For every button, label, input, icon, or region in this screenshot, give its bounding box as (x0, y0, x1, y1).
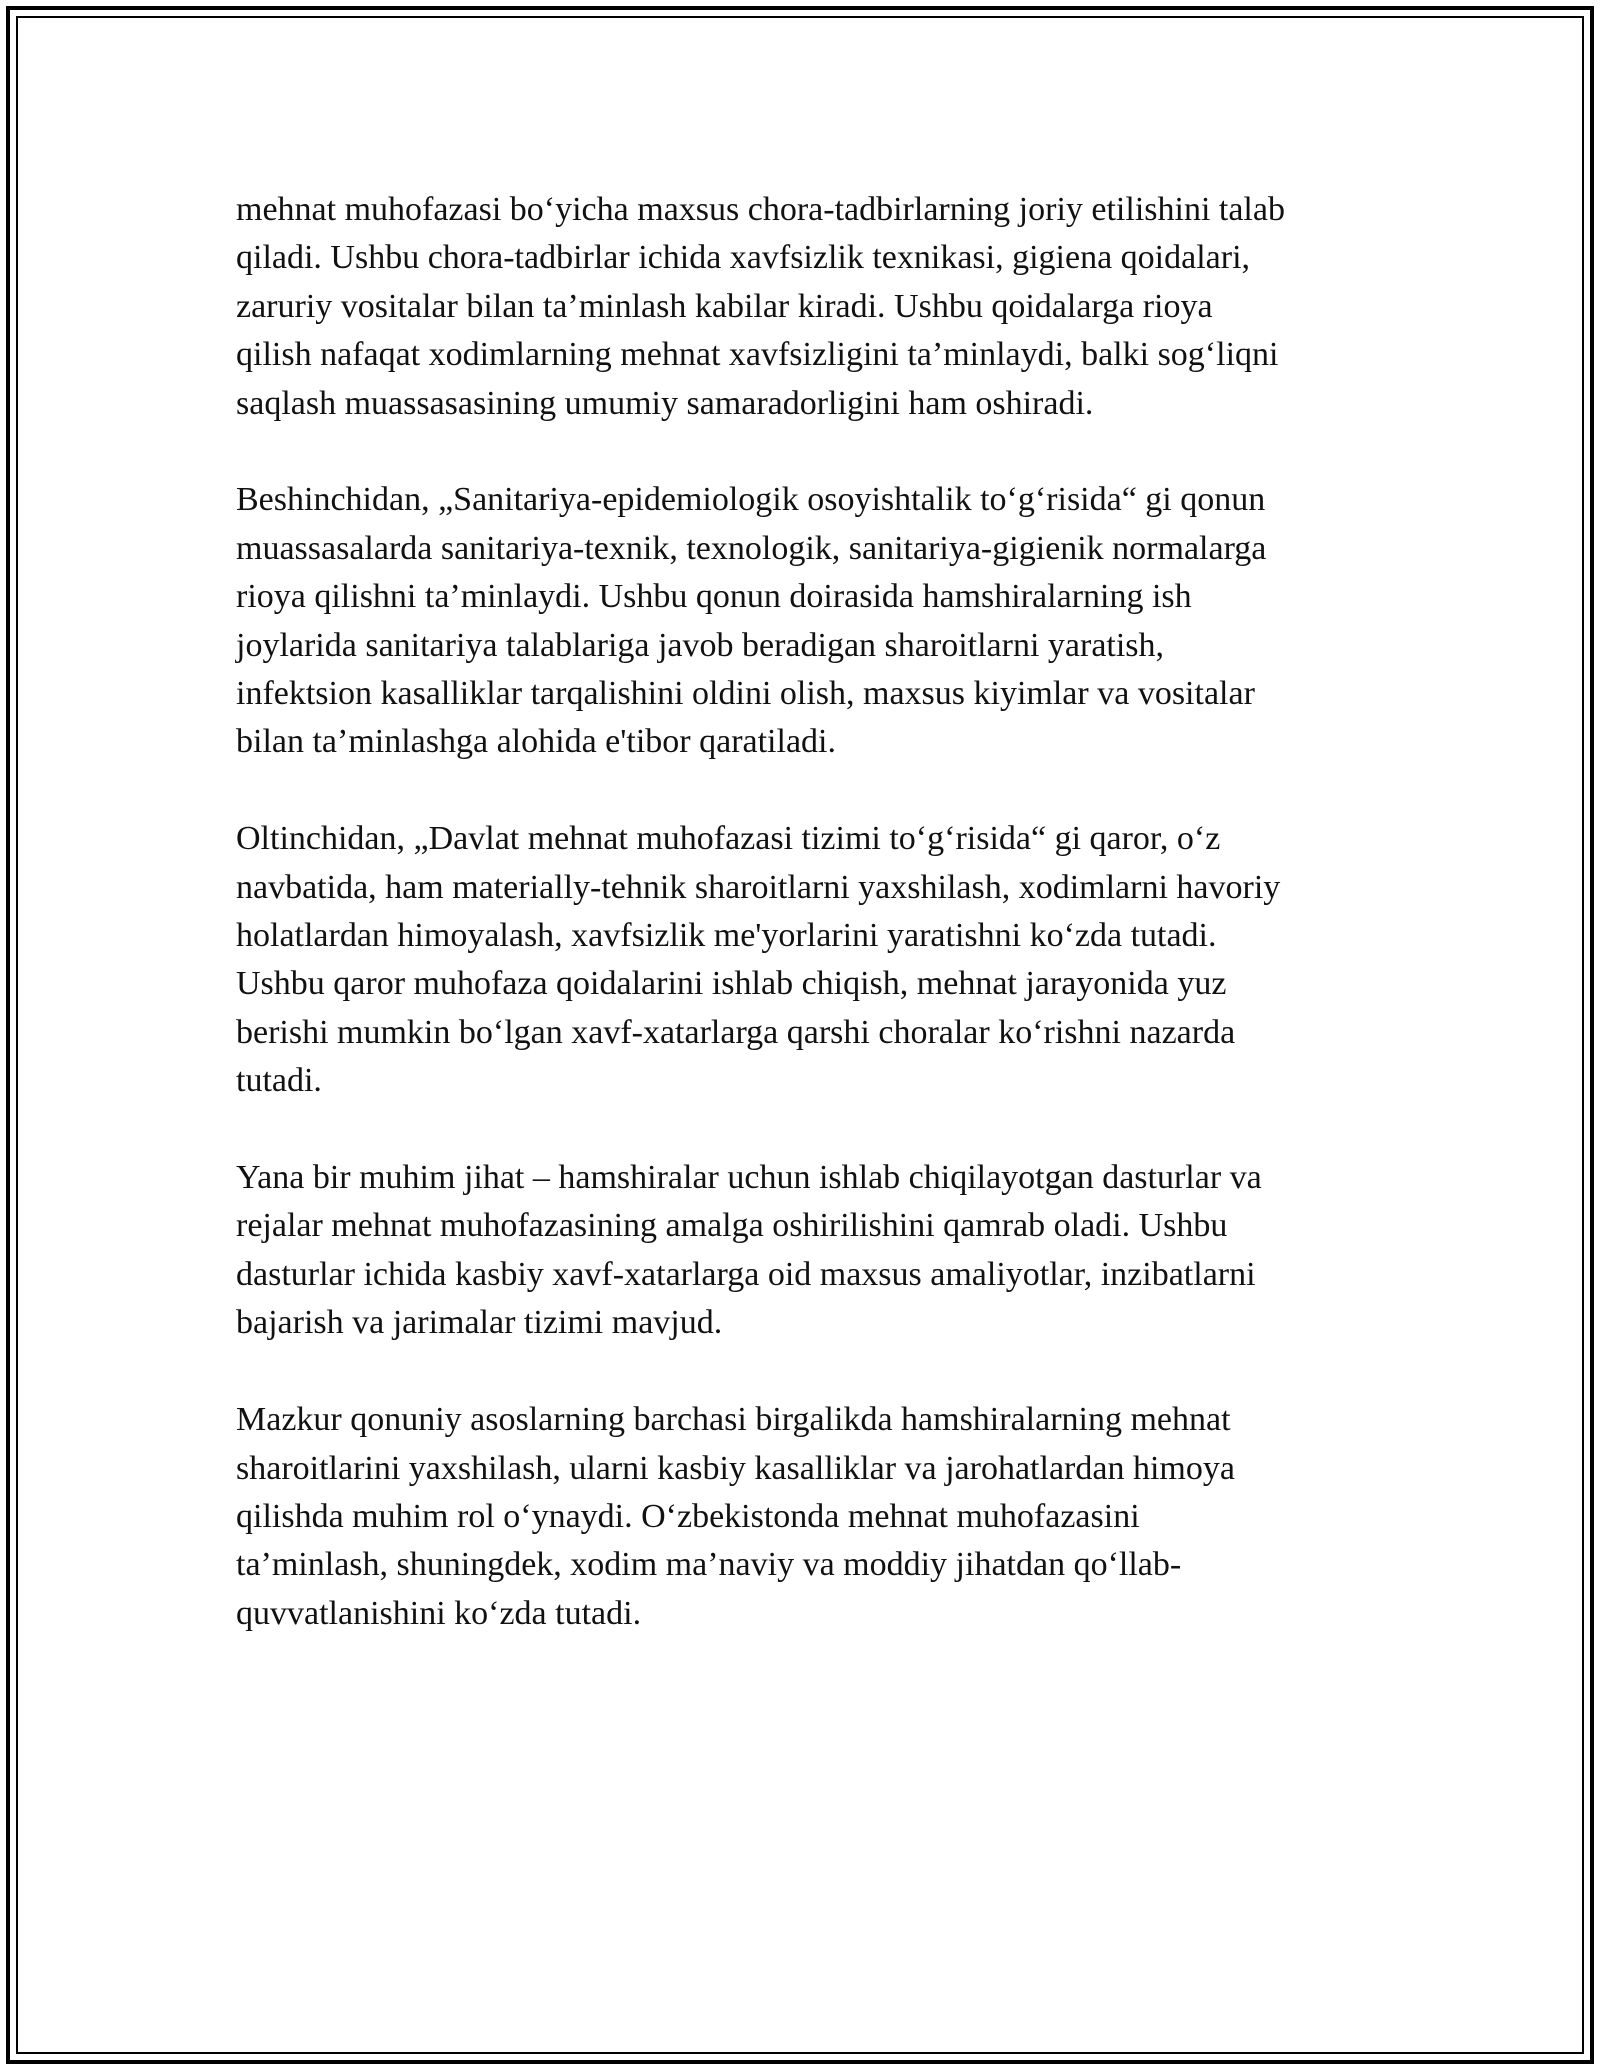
text-line: joylarida sanitariya talablariga javob beradigan sharoitlarni yaratish, (236, 626, 1165, 664)
text-line: mehnat muhofazasi bo‘yicha maxsus chora-tadbirlarning joriy etilishini talab (236, 191, 1285, 228)
paragraph-3 (236, 815, 1376, 1105)
text-line: zaruriy vositalar bilan ta’minlash kabilar kiradi. Ushbu qoidalarga rioya (236, 287, 1213, 325)
text-line: Beshinchidan, „Sanitariya-epidemiologik osoyishtalik to‘g‘risida“ gi qonun (236, 481, 1266, 519)
text-line: tutadi. (236, 1062, 322, 1100)
text-line: infektsion kasalliklar tarqalishini oldini olish, maxsus kiyimlar va vositalar (236, 675, 1255, 713)
text-line: rejalar mehnat muhofazasining amalga oshirilishini qamrab oladi. Ushbu (236, 1207, 1228, 1245)
paragraph-1 (236, 186, 1376, 428)
text-line: Ushbu qaror muhofaza qoidalarini ishlab chiqish, mehnat jarayonida yuz (236, 965, 1227, 1003)
text-line: muassasalarda sanitariya-texnik, texnologik, sanitariya-gigienik normalarga (236, 529, 1267, 567)
text-line: dasturlar ichida kasbiy xavf-xatarlarga oid maxsus amaliyotlar, inzibatlarni (236, 1255, 1256, 1293)
text-line: quvvatlanishini ko‘zda tutadi. (236, 1594, 642, 1632)
text-line: sharoitlarini yaxshilash, ularni kasbiy kasalliklar va jarohatlardan himoya (236, 1449, 1235, 1487)
text-line: Oltinchidan, „Davlat mehnat muhofazasi tizimi to‘g‘risida“ gi qaror, o‘z (236, 820, 1221, 858)
text-line: navbatida, ham materially-tehnik sharoitlarni yaxshilash, xodimlarni havoriy (236, 868, 1281, 906)
document-body (236, 186, 1376, 1687)
text-line: rioya qilishni ta’minlaydi. Ushbu qonun doirasida hamshiralarning ish (236, 578, 1192, 616)
text-line: ta’minlash, shuningdek, xodim ma’naviy va moddiy jihatdan qo‘llab- (236, 1546, 1182, 1584)
paragraph-5 (236, 1396, 1376, 1638)
text-line: bilan ta’minlashga alohida e'tibor qaratiladi. (236, 723, 836, 761)
text-line: Yana bir muhim jihat – hamshiralar uchun ishlab chiqilayotgan dasturlar va (236, 1159, 1262, 1197)
text-line: Mazkur qonuniy asoslarning barchasi birgalikda hamshiralarning mehnat (236, 1401, 1231, 1439)
text-line: berishi mumkin bo‘lgan xavf-xatarlarga qarshi choralar ko‘rishni nazarda (236, 1013, 1236, 1051)
text-line: bajarish va jarimalar tizimi mavjud. (236, 1304, 723, 1342)
text-line: holatlardan himoyalash, xavfsizlik me'yorlarini yaratishni ko‘zda tutadi. (236, 917, 1217, 955)
text-line: qilish nafaqat xodimlarning mehnat xavfsizligini ta’minlaydi, balki sog‘liqni (236, 336, 1279, 374)
paragraph-2 (236, 476, 1376, 766)
paragraph-4 (236, 1154, 1376, 1348)
text-line: qiladi. Ushbu chora-tadbirlar ichida xavfsizlik texnikasi, gigiena qoidalari, (236, 239, 1251, 277)
text-line: saqlash muassasasining umumiy samaradorligini ham oshiradi. (236, 384, 1094, 422)
text-line: qilishda muhim rol o‘ynaydi. O‘zbekistonda mehnat muhofazasini (236, 1497, 1140, 1535)
